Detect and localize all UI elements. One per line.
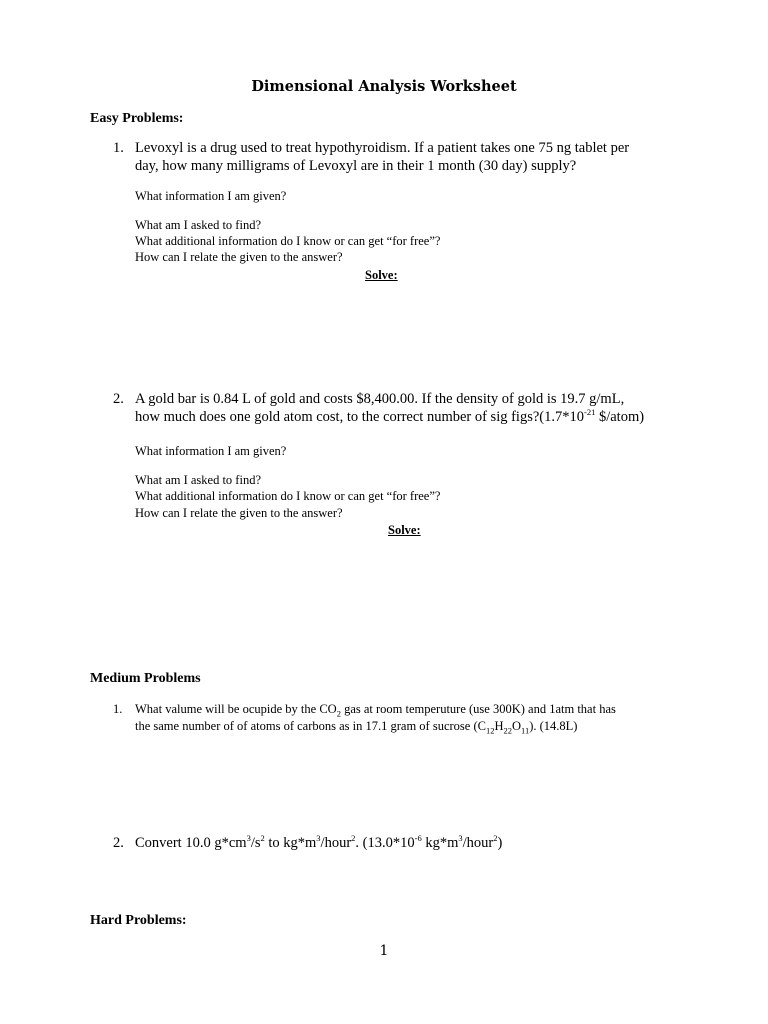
hard-problems-heading: Hard Problems: — [90, 913, 187, 928]
easy-problem-2-line-2-text: how much does one gold atom cost, to the correct number of sig figs?(1.7*10 — [135, 409, 584, 425]
easy-problem-2-question-free: What additional information do I know or can get “for free”? — [135, 489, 441, 503]
medium-problem-1-number: 1. — [113, 702, 123, 716]
mp2-c: to kg*m — [264, 835, 317, 851]
mp2-a: Convert 10.0 g*cm — [135, 835, 247, 851]
mp2-h: ) — [497, 835, 503, 851]
medium-problem-2-text — [135, 834, 502, 853]
mp2-s7: 2 — [493, 833, 498, 844]
medium-problem-1-line-2 — [135, 717, 577, 736]
mp2-e: . (13.0*10 — [355, 835, 415, 851]
easy-problem-1-number: 1. — [113, 140, 124, 156]
mp2-s1: 3 — [246, 833, 251, 844]
page-number: 1 — [379, 943, 389, 959]
mp2-f: kg*m — [421, 835, 459, 851]
easy-problem-1-line-1: Levoxyl is a drug used to treat hypothyroidism. If a patient takes one 75 ng tablet per — [135, 140, 630, 156]
mp2-s5: -6 — [414, 833, 422, 844]
hydrogen-symbol: H — [494, 719, 504, 733]
mp2-d: /hour — [320, 835, 352, 851]
easy-problem-1-question-free: What additional information do I know or can get “for free”? — [135, 234, 441, 248]
easy-problem-2-question-relate: How can I relate the given to the answer? — [135, 506, 343, 520]
easy-problem-2-number: 2. — [113, 391, 124, 407]
medium-problems-heading: Medium Problems — [90, 671, 201, 686]
easy-problem-2-solve-label: Solve: — [388, 523, 421, 537]
easy-problems-heading: Easy Problems: — [90, 111, 184, 126]
easy-problem-2-question-find: What am I asked to find? — [135, 473, 261, 487]
co2-subscript: 2 — [336, 708, 341, 719]
easy-problem-2-question-given: What information I am given? — [135, 444, 287, 458]
medium-problem-1-text-c: the same number of of atoms of carbons as in 17.1 gram of sucrose (C — [135, 719, 486, 733]
hydrogen-subscript: 22 — [503, 725, 512, 736]
mp2-b: /s — [250, 835, 261, 851]
oxygen-symbol: O — [511, 719, 522, 733]
easy-problem-1-question-relate: How can I relate the given to the answer? — [135, 250, 343, 264]
medium-problem-2-number: 2. — [113, 835, 124, 851]
easy-problem-2-line-2 — [135, 408, 644, 427]
medium-problem-1-answer: ). (14.8L) — [529, 719, 578, 733]
mp2-s4: 2 — [351, 833, 356, 844]
page-title: Dimensional Analysis Worksheet — [251, 78, 517, 95]
easy-problem-1-solve-label: Solve: — [365, 268, 398, 282]
oxygen-subscript: 11 — [521, 725, 530, 736]
easy-problem-2-line-1: A gold bar is 0.84 L of gold and costs $8,400.00. If the density of gold is 19.7 g/mL, — [135, 391, 625, 407]
easy-problem-1-question-given: What information I am given? — [135, 189, 287, 203]
easy-problem-2-line-2-unit: $/atom) — [595, 409, 645, 425]
mp2-s2: 2 — [260, 833, 265, 844]
easy-problem-1-question-find: What am I asked to find? — [135, 218, 261, 232]
mp2-s6: 3 — [458, 833, 463, 844]
easy-problem-2-exponent: -21 — [584, 407, 596, 418]
mp2-s3: 3 — [316, 833, 321, 844]
medium-problem-1-text-b: gas at room temperuture (use 300K) and 1atm that has — [340, 702, 616, 716]
medium-problem-1-text-a: What valume will be ocupide by the CO — [135, 702, 337, 716]
mp2-g: /hour — [462, 835, 494, 851]
carbon-subscript: 12 — [485, 725, 495, 736]
easy-problem-1-line-2: day, how many milligrams of Levoxyl are in their 1 month (30 day) supply? — [135, 158, 577, 174]
